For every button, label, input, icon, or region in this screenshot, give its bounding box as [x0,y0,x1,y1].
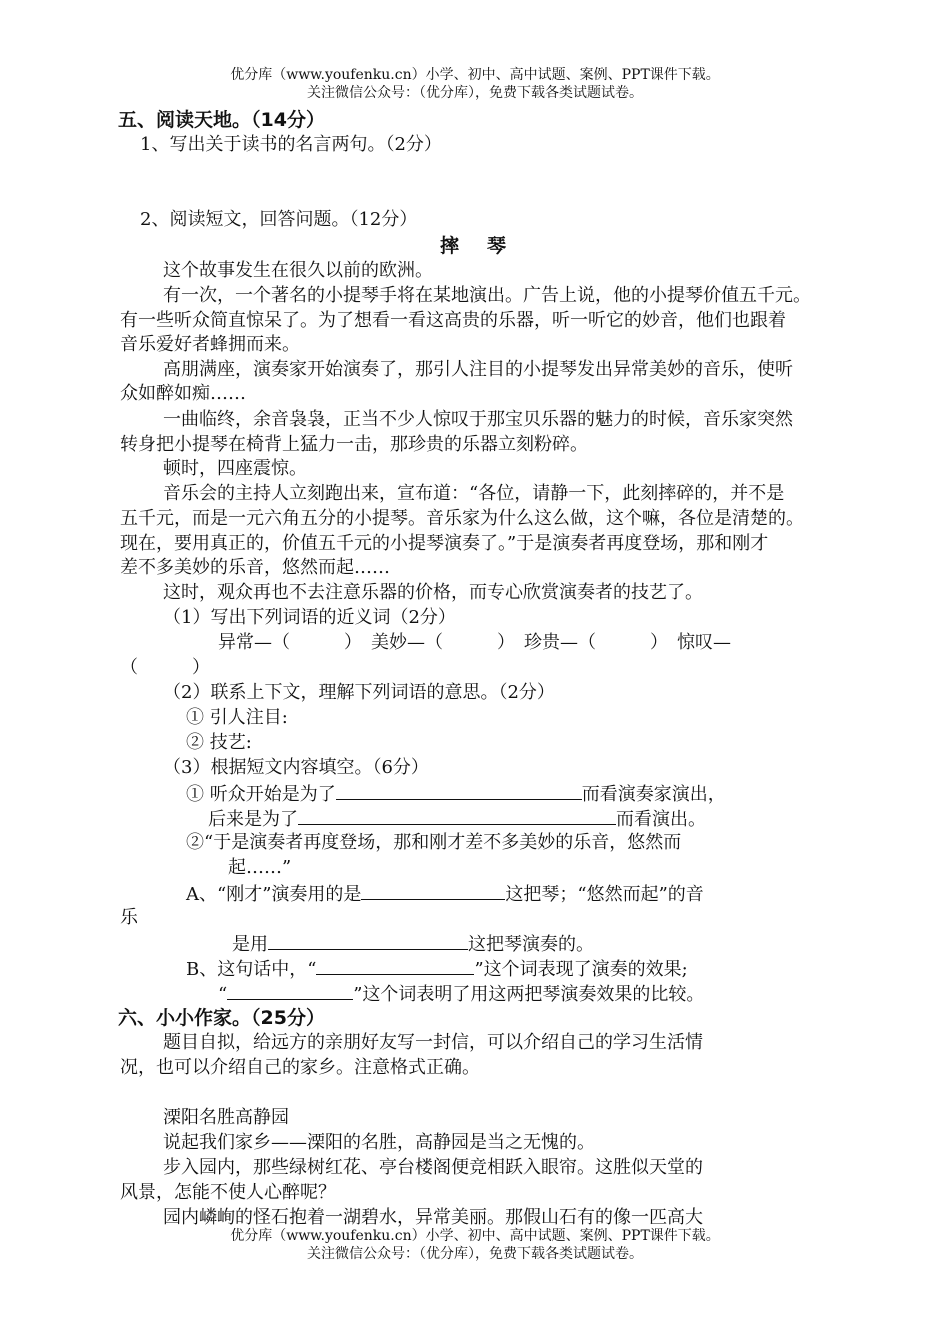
footer-line-1: 优分库（www.youfenku.cn）小学、初中、高中试题、案例、PPT课件下载。 [230,1228,720,1244]
fill-item-1a [186,781,726,807]
question-2: 2、阅读短文，回答问题。（12分） [140,209,418,230]
fill-part-a [186,881,704,907]
fill-part-b [186,956,688,982]
essay-line: 风景，怎能不使人心醉呢？ [120,1182,336,1203]
fill-item-1a-suffix: 而看演奏家演出， [581,784,726,805]
story-title: 摔琴 [440,235,535,257]
story-paragraph: 顿时，四座震惊。 [163,458,307,479]
story-paragraph: 音乐爱好者蜂拥而来。 [120,334,300,355]
fill-item-1a-prefix: ① 听众开始是为了 [186,784,336,805]
answer-blank[interactable] [227,981,353,1000]
fill-item-2a: ②“于是演奏者再度登场，那和刚才差不多美妙的乐音，悠然而 [186,832,682,853]
fill-item-2b: 起……” [228,857,292,878]
story-paragraph: 一曲临终，余音袅袅，正当不少人惊叹于那宝贝乐器的魅力的时候，音乐家突然 [163,409,793,430]
synonym-line-wrap: （ ） [120,657,210,678]
story-paragraph: 现在，要用真正的，价值五千元的小提琴演奏了。”于是演奏者再度登场，那和刚才 [120,533,769,554]
fill-part-b-suffix: ”这个词表现了演奏的效果; [474,959,688,980]
fill-part-a-prefix: A、“刚才”演奏用的是 [186,884,362,905]
essay-line: 园内嶙峋的怪石抱着一湖碧水，异常美丽。那假山石有的像一匹高大 [163,1207,703,1228]
story-paragraph: 高朋满座，演奏家开始演奏了，那引人注目的小提琴发出异常美妙的音乐，使听 [163,359,793,380]
fill-item-1b-suffix: 而看演出。 [616,809,706,830]
essay-title: 溧阳名胜高静园 [163,1107,289,1128]
fill-part-b2 [218,981,704,1007]
section5-heading: 五、阅读天地。（14分） [118,109,325,131]
fill-part-b2-prefix: “ [218,984,228,1005]
fill-item-1b-prefix: 后来是为了 [208,809,298,830]
section6-heading: 六、小小作家。（25分） [118,1007,325,1029]
answer-blank[interactable] [268,931,468,950]
subquestion-1-title: （1）写出下列词语的近义词（2分） [163,607,456,628]
fill-part-a2-suffix: 这把琴演奏的。 [468,934,594,955]
story-paragraph: 音乐会的主持人立刻跑出来，宣布道：“各位，请静一下，此刻摔碎的，并不是 [163,483,785,504]
fill-part-b2-suffix: ”这个词表明了用这两把琴演奏效果的比较。 [353,984,705,1005]
writing-prompt: 况，也可以介绍自己的家乡。注意格式正确。 [120,1057,480,1078]
meaning-item-1: ① 引人注目: [186,707,288,728]
question-1: 1、写出关于读书的名言两句。（2分） [140,134,442,155]
answer-blank[interactable] [298,806,616,825]
story-paragraph: 有一次，一个著名的小提琴手将在某地演出。广告上说，他的小提琴价值五千元。 [163,285,811,306]
header-line-2: 关注微信公众号：（优分库），免费下载各类试题试卷。 [307,85,643,101]
story-paragraph: 转身把小提琴在椅背上猛力一击，那珍贵的乐器立刻粉碎。 [120,434,588,455]
story-paragraph: 这个故事发生在很久以前的欧洲。 [163,260,433,281]
answer-blank[interactable] [336,781,582,800]
fill-part-a-suffix: 这把琴；“悠然而起”的音 [505,884,704,905]
synonym-line: 异常—（ ） 美妙—（ ） 珍贵—（ ） 惊叹— [218,632,731,653]
answer-blank[interactable] [316,956,474,975]
answer-blank[interactable] [361,881,505,900]
fill-part-a2 [232,931,594,957]
subquestion-2-title: （2）联系上下文，理解下列词语的意思。（2分） [163,682,555,703]
footer-line-2: 关注微信公众号：（优分库），免费下载各类试题试卷。 [307,1246,643,1262]
fill-part-a2-prefix: 是用 [232,934,268,955]
header-line-1: 优分库（www.youfenku.cn）小学、初中、高中试题、案例、PPT课件下载。 [230,67,720,83]
fill-part-b-prefix: B、这句话中，“ [186,959,317,980]
fill-item-1b [208,806,706,832]
essay-line: 说起我们家乡——溧阳的名胜，高静园是当之无愧的。 [163,1132,595,1153]
subquestion-3-title: （3）根据短文内容填空。（6分） [163,757,429,778]
story-paragraph: 这时，观众再也不去注意乐器的价格，而专心欣赏演奏者的技艺了。 [163,582,703,603]
story-paragraph: 五千元，而是一元六角五分的小提琴。音乐家为什么这么做，这个嘛，各位是清楚的。 [120,508,804,529]
writing-prompt: 题目自拟，给远方的亲朋好友写一封信，可以介绍自己的学习生活情 [163,1032,703,1053]
story-paragraph: 差不多美妙的乐音，悠然而起…… [120,557,390,578]
essay-line: 步入园内，那些绿树红花、亭台楼阁便竞相跃入眼帘。这胜似天堂的 [163,1157,703,1178]
fill-part-a-wrap: 乐 [120,907,138,928]
meaning-item-2: ② 技艺: [186,732,252,753]
story-paragraph: 众如醉如痴…… [120,383,246,404]
story-paragraph: 有一些听众简直惊呆了。为了想看一看这高贵的乐器，听一听它的妙音，他们也跟着 [120,310,786,331]
